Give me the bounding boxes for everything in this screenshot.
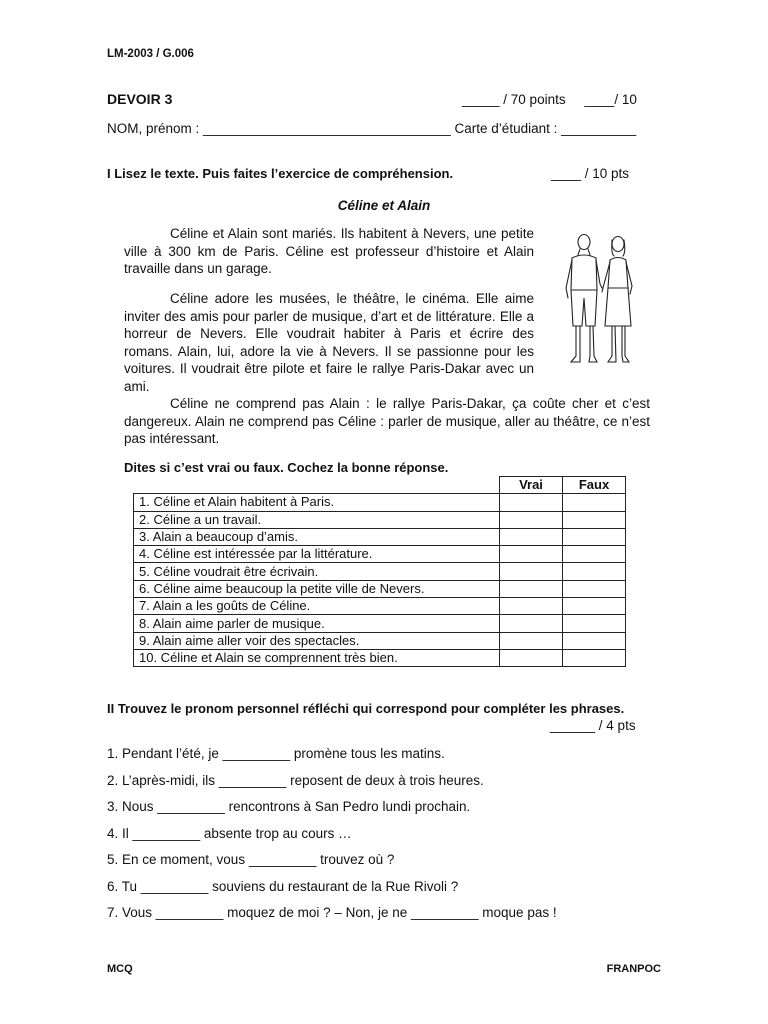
table-row: [134, 615, 626, 632]
vrai-checkbox-cell[interactable]: [500, 615, 563, 632]
faux-checkbox-cell[interactable]: [563, 546, 626, 563]
section1-instruction: I Lisez le texte. Puis faites l’exercice de compréhension.: [107, 166, 454, 181]
statement-cell: 6. Céline aime beaucoup la petite ville de Nevers.: [134, 580, 500, 597]
exercise-item-7[interactable]: 7. Vous _________ moquez de moi ? – Non, je ne _________ moque pas !: [107, 905, 557, 920]
statement-cell: 2. Céline a un travail.: [134, 511, 500, 528]
column-header-vrai: Vrai: [500, 477, 563, 494]
table-row: [134, 598, 626, 615]
faux-checkbox-cell[interactable]: [563, 649, 626, 666]
faux-checkbox-cell[interactable]: [563, 632, 626, 649]
table-row: [134, 511, 626, 528]
section1-points: ____ / 10 pts: [551, 166, 630, 181]
vrai-checkbox-cell[interactable]: [500, 546, 563, 563]
vrai-checkbox-cell[interactable]: [500, 632, 563, 649]
table-row: [134, 563, 626, 580]
document-code: LM-2003 / G.006: [107, 48, 194, 60]
statement-cell: 7. Alain a les goûts de Céline.: [134, 598, 500, 615]
statement-cell: 1. Céline et Alain habitent à Paris.: [134, 494, 500, 511]
story-paragraph-3: Céline ne comprend pas Alain : le rallye Paris-Dakar, ça coûte cher et c’est dangereux. Alain ne comprend pas Céline : parler de musique, aller au théâtre, ce n’est pas intéressant.: [124, 396, 650, 447]
faux-checkbox-cell[interactable]: [563, 615, 626, 632]
vrai-checkbox-cell[interactable]: [500, 580, 563, 597]
statement-cell: 5. Céline voudrait être écrivain.: [134, 563, 500, 580]
faux-checkbox-cell[interactable]: [563, 511, 626, 528]
vrai-checkbox-cell[interactable]: [500, 598, 563, 615]
section2-points: ______ / 4 pts: [550, 718, 636, 733]
vrai-checkbox-cell[interactable]: [500, 511, 563, 528]
statement-cell: 3. Alain a beaucoup d’amis.: [134, 528, 500, 545]
couple-illustration: [556, 228, 646, 368]
student-name-line: NOM, prénom : _________________________________ Carte d’étudiant : __________: [107, 121, 637, 136]
page-title: DEVOIR 3: [107, 91, 173, 107]
exercise-item-5[interactable]: 5. En ce moment, vous _________ trouvez où ?: [107, 852, 395, 867]
statement-cell: 10. Céline et Alain se comprennent très bien.: [134, 649, 500, 666]
true-false-table: [133, 476, 626, 667]
story-paragraph-1: Céline et Alain sont mariés. Ils habitent à Nevers, une petite ville à 300 km de Paris. Céline est professeur d’histoire et Alain travaille dans un garage.: [124, 226, 534, 277]
table-row: [134, 494, 626, 511]
exercise-item-4[interactable]: 4. Il _________ absente trop au cours …: [107, 826, 352, 841]
faux-checkbox-cell[interactable]: [563, 598, 626, 615]
statement-cell: 4. Céline est intéressée par la littérature.: [134, 546, 500, 563]
story-paragraph-2: Céline adore les musées, le théâtre, le cinéma. Elle aime inviter des amis pour parler de musique, d’art et de littérature. Elle a horreur de Nevers. Elle voudrait habiter à Paris et écrire des romans. Alain, lui, adore la vie à Nevers. Il se passionne pour les voitures. Il voudrait être pilote et faire le rallye Paris-Dakar avec un ami.: [124, 291, 534, 394]
exercise-item-1[interactable]: 1. Pendant l’été, je _________ promène tous les matins.: [107, 746, 445, 761]
table-row: [134, 632, 626, 649]
footer-right: FRANPOC: [606, 963, 661, 975]
faux-checkbox-cell[interactable]: [563, 580, 626, 597]
vrai-checkbox-cell[interactable]: [500, 649, 563, 666]
table-row: [134, 649, 626, 666]
vrai-checkbox-cell[interactable]: [500, 494, 563, 511]
faux-checkbox-cell[interactable]: [563, 494, 626, 511]
vrai-checkbox-cell[interactable]: [500, 528, 563, 545]
column-header-faux: Faux: [563, 477, 626, 494]
table-corner-cell: [134, 477, 500, 494]
vrai-checkbox-cell[interactable]: [500, 563, 563, 580]
table-row: [134, 546, 626, 563]
statement-cell: 9. Alain aime aller voir des spectacles.: [134, 632, 500, 649]
section2-instruction: II Trouvez le pronom personnel réfléchi qui correspond pour compléter les phrases.: [107, 701, 625, 716]
statement-cell: 8. Alain aime parler de musique.: [134, 615, 500, 632]
true-false-instruction: Dites si c’est vrai ou faux. Cochez la bonne réponse.: [124, 460, 449, 475]
footer-left: MCQ: [107, 963, 133, 975]
exercise-item-3[interactable]: 3. Nous _________ rencontrons à San Pedro lundi prochain.: [107, 799, 471, 814]
score-line: _____ / 70 points ____/ 10: [462, 92, 637, 107]
story-title: Céline et Alain: [337, 198, 431, 213]
table-row: [134, 580, 626, 597]
table-row: [134, 528, 626, 545]
table-header-row: [134, 477, 626, 494]
faux-checkbox-cell[interactable]: [563, 563, 626, 580]
exercise-item-6[interactable]: 6. Tu _________ souviens du restaurant de la Rue Rivoli ?: [107, 879, 459, 894]
exercise-item-2[interactable]: 2. L’après-midi, ils _________ reposent de deux à trois heures.: [107, 773, 484, 788]
faux-checkbox-cell[interactable]: [563, 528, 626, 545]
